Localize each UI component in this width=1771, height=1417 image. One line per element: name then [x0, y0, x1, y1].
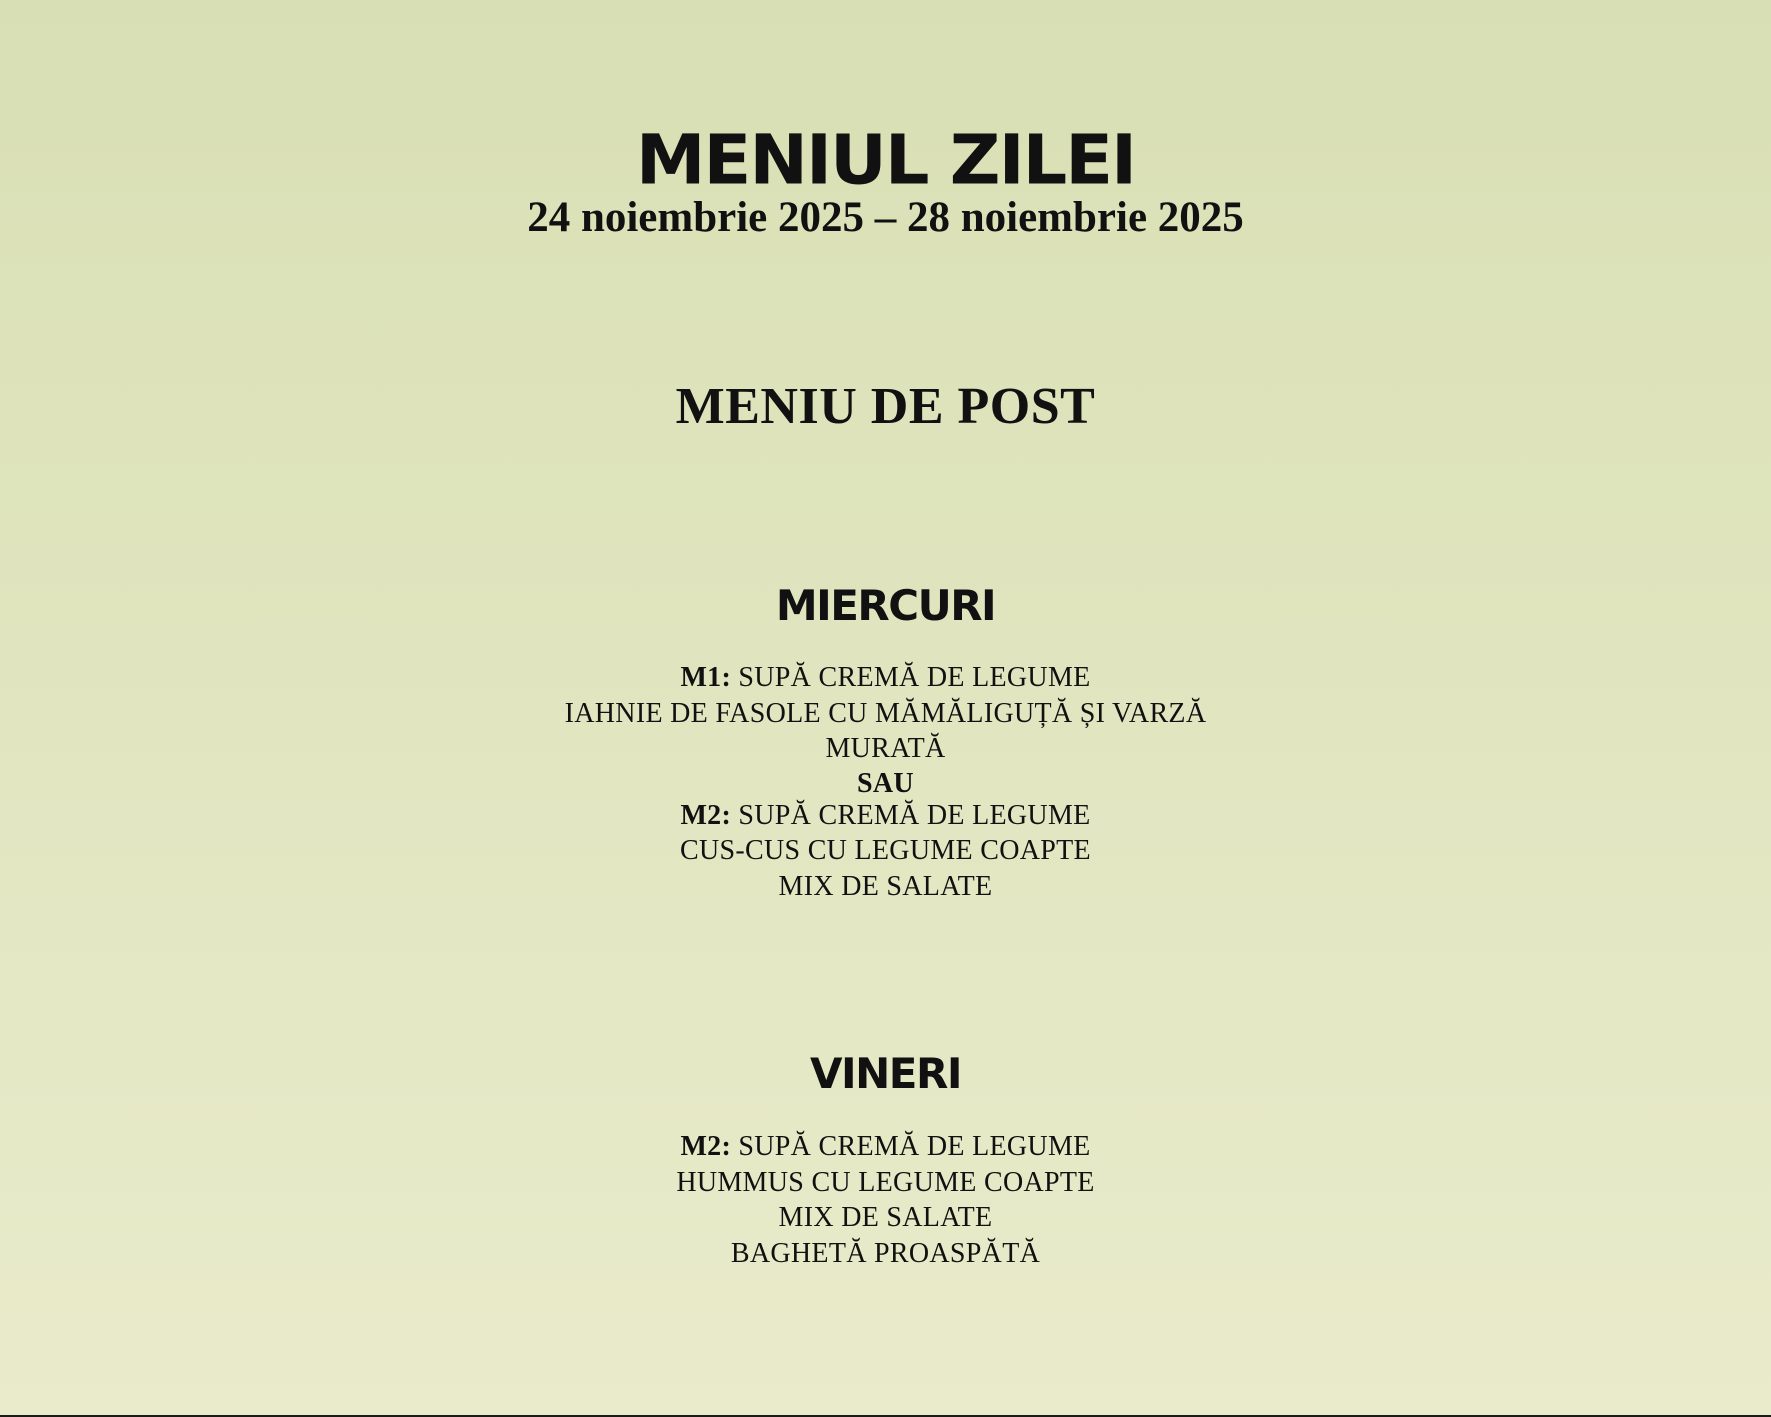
menu-line: CUS-CUS CU LEGUME COAPTE — [680, 835, 1091, 866]
menu-line: IAHNIE DE FASOLE CU MĂMĂLIGUȚĂ ȘI VARZĂ — [564, 697, 1207, 729]
menu-separator-or: SAU — [857, 767, 914, 799]
menu-option-label: M2: — [680, 799, 732, 831]
menu-item-text: SUPĂ CREMĂ DE LEGUME — [731, 799, 1091, 831]
menu-line: BAGHETĂ PROASPĂTĂ — [730, 1237, 1041, 1269]
menu-block-miercuri — [0, 660, 1771, 904]
menu-line: MIX DE SALATE — [778, 870, 993, 902]
page-title: MENIUL ZILEI — [635, 119, 1136, 201]
menu-line — [0, 1129, 1771, 1165]
menu-line: MIX DE SALATE — [778, 1202, 993, 1233]
day-title-vineri: VINERI — [810, 1049, 961, 1098]
date-range: 24 noiembrie 2025 – 28 noiembrie 2025 — [527, 194, 1244, 241]
menu-line: HUMMUS CU LEGUME COAPTE — [676, 1166, 1095, 1198]
menu-line — [0, 660, 1771, 696]
menu-option-label: M2: — [680, 1131, 732, 1162]
menu-item-text: SUPĂ CREMĂ DE LEGUME — [731, 1131, 1091, 1162]
menu-item-text: SUPĂ CREMĂ DE LEGUME — [731, 662, 1091, 693]
menu-block-vineri — [0, 1129, 1771, 1271]
menu-line — [0, 798, 1771, 834]
section-heading: MENIU DE POST — [675, 378, 1096, 435]
day-title-miercuri: MIERCURI — [775, 581, 996, 630]
menu-option-label: M1: — [680, 662, 732, 693]
menu-line: MURATĂ — [825, 733, 946, 764]
